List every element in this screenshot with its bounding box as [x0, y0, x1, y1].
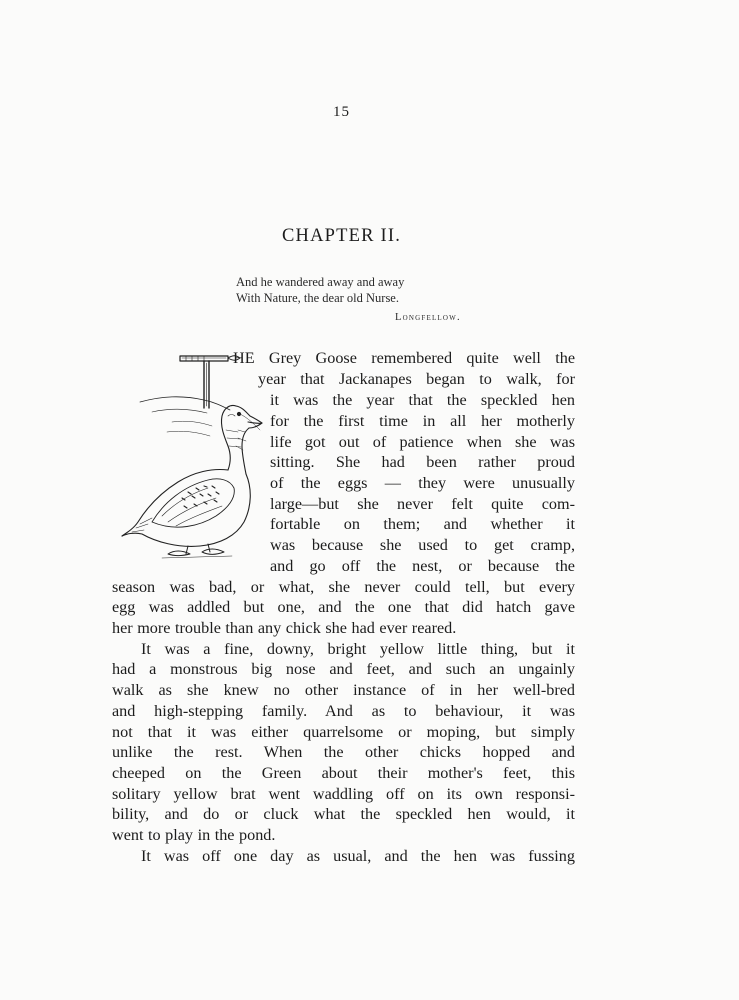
body-line: It was a fine, downy, bright yellow little thing, but it [141, 640, 575, 658]
chapter-title: CHAPTER II. [282, 226, 402, 246]
goose-illustration-icon [112, 346, 270, 564]
body-line: and high-stepping family. And as to behaviour, it was [112, 702, 575, 720]
body-line: egg was addled but one, and the one that did hatch gave [112, 598, 575, 616]
body-line: and go off the nest, or because the [270, 557, 575, 575]
body-line: of the eggs — they were unusually [270, 474, 575, 492]
body-line: walk as she knew no other instance of in her well-bred [112, 681, 575, 699]
body-line: unlike the rest. When the other chicks hopped and [112, 743, 575, 761]
epigraph-attribution: Longfellow. [395, 312, 461, 323]
body-line: It was off one day as usual, and the hen was fussing [141, 847, 575, 865]
body-line: not that it was either quarrelsome or moping, but simply [112, 723, 575, 741]
body-line: HE Grey Goose remembered quite well the [233, 349, 575, 367]
body-line: solitary yellow brat went waddling off on its own responsi- [112, 785, 575, 803]
body-line: went to play in the pond. [112, 826, 276, 844]
epigraph-line: With Nature, the dear old Nurse. [236, 291, 399, 305]
body-line: fortable on them; and whether it [270, 515, 575, 533]
body-line: season was bad, or what, she never could tell, but every [112, 578, 575, 596]
body-line: life got out of patience when she was [270, 433, 575, 451]
epigraph [236, 274, 404, 306]
epigraph-line: And he wandered away and away [236, 275, 405, 289]
body-line: it was the year that the speckled hen [270, 391, 575, 409]
body-line: large—but she never felt quite com- [270, 495, 575, 513]
body-line: year that Jackanapes began to walk, for [258, 370, 575, 388]
body-line: bility, and do or cluck what the speckled hen would, it [112, 805, 575, 823]
body-line: for the first time in all her motherly [270, 412, 575, 430]
body-line: had a monstrous big nose and feet, and such an ungainly [112, 660, 575, 678]
body-line: sitting. She had been rather proud [270, 453, 575, 471]
body-line: was because she used to get cramp, [270, 536, 575, 554]
body-line: her more trouble than any chick she had ever reared. [112, 619, 457, 637]
page-number: 15 [333, 104, 350, 120]
body-line: cheeped on the Green about their mother's feet, this [112, 764, 575, 782]
